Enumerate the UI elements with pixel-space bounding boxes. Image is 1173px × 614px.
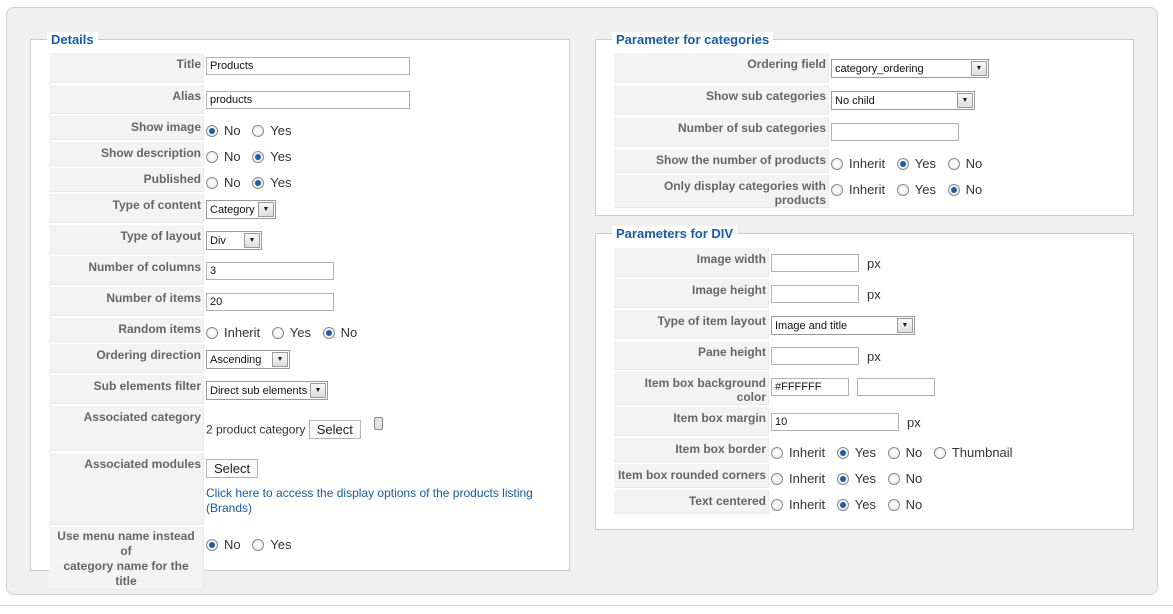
type-of-content-label: Type of content bbox=[49, 194, 204, 223]
show-image-yes-radio[interactable] bbox=[252, 125, 264, 137]
only-display-inherit-radio[interactable] bbox=[831, 184, 843, 196]
ordering-direction-select[interactable] bbox=[206, 350, 290, 369]
image-width-input[interactable] bbox=[771, 254, 859, 272]
categories-fieldset bbox=[595, 32, 1134, 216]
item-layout-value: Image and title bbox=[775, 319, 848, 332]
associated-category-select-button[interactable]: Select bbox=[309, 420, 361, 439]
div-params-table bbox=[614, 246, 1021, 516]
show-image-yes-label: Yes bbox=[270, 123, 292, 139]
border-thumbnail-label: Thumbnail bbox=[951, 445, 1013, 461]
ordering-field-label: Ordering field bbox=[614, 53, 829, 83]
random-items-inherit-label: Inherit bbox=[224, 325, 261, 341]
show-description-yes-label: Yes bbox=[270, 149, 292, 165]
show-number-of-products-label: Show the number of products bbox=[614, 149, 829, 173]
details-legend: Details bbox=[47, 32, 98, 48]
rounded-no-radio[interactable] bbox=[888, 473, 900, 485]
bg-color-picker-input[interactable] bbox=[857, 378, 935, 396]
item-layout-label: Type of item layout bbox=[614, 310, 769, 339]
dropdown-arrow-icon: ▼ bbox=[258, 202, 274, 217]
alias-label: Alias bbox=[49, 85, 204, 114]
menu-name-label-line2: category name for the title bbox=[63, 559, 189, 588]
centered-yes-label: Yes bbox=[854, 497, 876, 513]
div-params-fieldset bbox=[595, 226, 1134, 530]
title-input[interactable]: Products bbox=[206, 57, 410, 75]
menu-name-yes-label: Yes bbox=[270, 537, 292, 553]
show-image-label: Show image bbox=[49, 116, 204, 140]
border-no-radio[interactable] bbox=[888, 447, 900, 459]
image-width-unit: px bbox=[867, 255, 881, 271]
border-no-label: No bbox=[905, 445, 923, 461]
dropdown-arrow-icon: ▼ bbox=[957, 93, 973, 108]
type-of-layout-select[interactable] bbox=[206, 231, 262, 250]
rounded-corners-label: Item box rounded corners bbox=[614, 464, 769, 488]
show-description-yes-radio[interactable] bbox=[252, 151, 264, 163]
show-description-no-radio[interactable] bbox=[206, 151, 218, 163]
centered-inherit-label: Inherit bbox=[789, 497, 826, 513]
pane-height-unit: px bbox=[867, 348, 881, 364]
show-number-inherit-label: Inherit bbox=[849, 156, 886, 172]
ordering-direction-label: Ordering direction bbox=[49, 344, 204, 373]
published-no-label: No bbox=[224, 175, 241, 191]
rounded-no-label: No bbox=[905, 471, 923, 487]
number-of-sub-categories-label: Number of sub categories bbox=[614, 117, 829, 147]
show-sub-categories-value: No child bbox=[835, 94, 875, 107]
ordering-direction-value: Ascending bbox=[210, 353, 262, 366]
random-items-no-label: No bbox=[340, 325, 358, 341]
type-of-content-select[interactable] bbox=[206, 200, 276, 219]
rounded-inherit-radio[interactable] bbox=[771, 473, 783, 485]
only-display-categories-label: Only display categories with products bbox=[614, 175, 829, 208]
bg-color-input[interactable]: #FFFFFF bbox=[771, 378, 849, 396]
sub-elements-filter-select[interactable] bbox=[206, 381, 328, 400]
random-items-label: Random items bbox=[49, 318, 204, 342]
type-of-content-value: Category bbox=[210, 203, 255, 216]
div-params-legend: Parameters for DIV bbox=[612, 226, 737, 242]
listing-options-link[interactable]: Click here to access the display options of the products listing (Brands) bbox=[206, 486, 533, 515]
margin-input[interactable]: 10 bbox=[771, 413, 899, 431]
dropdown-arrow-icon: ▼ bbox=[244, 233, 260, 248]
rounded-yes-radio[interactable] bbox=[837, 473, 849, 485]
margin-unit: px bbox=[907, 414, 921, 430]
item-layout-select[interactable] bbox=[771, 316, 915, 335]
show-sub-categories-select[interactable] bbox=[831, 91, 975, 110]
categories-table bbox=[614, 51, 990, 210]
show-image-no-label: No bbox=[224, 123, 241, 139]
ordering-field-select[interactable] bbox=[831, 59, 989, 78]
centered-no-radio[interactable] bbox=[888, 499, 900, 511]
published-no-radio[interactable] bbox=[206, 177, 218, 189]
border-label: Item box border bbox=[614, 438, 769, 462]
number-of-columns-label: Number of columns bbox=[49, 256, 204, 285]
published-yes-radio[interactable] bbox=[252, 177, 264, 189]
border-yes-label: Yes bbox=[854, 445, 876, 461]
associated-modules-label: Associated modules bbox=[49, 453, 204, 525]
centered-yes-radio[interactable] bbox=[837, 499, 849, 511]
sub-elements-filter-label: Sub elements filter bbox=[49, 375, 204, 404]
menu-name-no-radio[interactable] bbox=[206, 539, 218, 551]
number-of-sub-categories-input[interactable] bbox=[831, 123, 959, 141]
associated-modules-select-button[interactable]: Select bbox=[206, 459, 258, 478]
image-height-unit: px bbox=[867, 286, 881, 302]
centered-no-label: No bbox=[905, 497, 923, 513]
only-display-no-radio[interactable] bbox=[948, 184, 960, 196]
page-divider bbox=[0, 605, 1173, 606]
number-of-items-label: Number of items bbox=[49, 287, 204, 316]
image-height-input[interactable] bbox=[771, 285, 859, 303]
show-number-inherit-radio[interactable] bbox=[831, 158, 843, 170]
menu-name-yes-radio[interactable] bbox=[252, 539, 264, 551]
show-number-no-label: No bbox=[965, 156, 983, 172]
dropdown-arrow-icon: ▼ bbox=[272, 352, 288, 367]
show-number-yes-label: Yes bbox=[914, 156, 936, 172]
text-centered-label: Text centered bbox=[614, 490, 769, 514]
bg-color-label: Item box background color bbox=[614, 372, 769, 405]
only-display-yes-label: Yes bbox=[914, 182, 936, 198]
random-items-no-radio[interactable] bbox=[323, 327, 335, 339]
only-display-yes-radio[interactable] bbox=[897, 184, 909, 196]
categories-legend: Parameter for categories bbox=[612, 32, 773, 48]
type-of-layout-value: Div bbox=[210, 234, 226, 247]
show-description-label: Show description bbox=[49, 142, 204, 166]
image-height-label: Image height bbox=[614, 279, 769, 308]
menu-name-no-label: No bbox=[224, 537, 241, 553]
dropdown-arrow-icon: ▼ bbox=[897, 318, 913, 333]
published-yes-label: Yes bbox=[270, 175, 292, 191]
menu-name-label bbox=[49, 527, 204, 590]
type-of-layout-label: Type of layout bbox=[49, 225, 204, 254]
associated-category-label: Associated category bbox=[49, 406, 204, 451]
pane-height-label: Pane height bbox=[614, 341, 769, 370]
border-inherit-radio[interactable] bbox=[771, 447, 783, 459]
only-display-inherit-label: Inherit bbox=[849, 182, 886, 198]
ordering-field-value: category_ordering bbox=[835, 62, 924, 75]
details-fieldset bbox=[30, 32, 570, 588]
number-of-columns-input[interactable]: 3 bbox=[206, 262, 334, 280]
show-number-no-radio[interactable] bbox=[948, 158, 960, 170]
random-items-yes-label: Yes bbox=[289, 325, 311, 341]
margin-label: Item box margin bbox=[614, 407, 769, 436]
show-description-no-label: No bbox=[224, 149, 241, 165]
border-thumbnail-radio[interactable] bbox=[934, 447, 946, 459]
alias-input[interactable]: products bbox=[206, 91, 410, 109]
rounded-inherit-label: Inherit bbox=[789, 471, 826, 487]
dropdown-arrow-icon: ▼ bbox=[971, 61, 987, 76]
title-label: Title bbox=[49, 53, 204, 83]
menu-name-label-line1: Use menu name instead of bbox=[57, 529, 195, 558]
sub-elements-filter-value: Direct sub elements bbox=[210, 384, 308, 397]
show-number-yes-radio[interactable] bbox=[897, 158, 909, 170]
show-sub-categories-label: Show sub categories bbox=[614, 85, 829, 115]
published-label: Published bbox=[49, 168, 204, 192]
pane-height-input[interactable] bbox=[771, 347, 859, 365]
rounded-yes-label: Yes bbox=[854, 471, 876, 487]
border-inherit-label: Inherit bbox=[789, 445, 826, 461]
trash-icon[interactable] bbox=[374, 417, 383, 430]
random-items-yes-radio[interactable] bbox=[272, 327, 284, 339]
only-display-no-label: No bbox=[965, 182, 983, 198]
image-width-label: Image width bbox=[614, 248, 769, 277]
associated-category-value: 2 product category bbox=[206, 422, 306, 437]
show-image-no-radio[interactable] bbox=[206, 125, 218, 137]
border-yes-radio[interactable] bbox=[837, 447, 849, 459]
dropdown-arrow-icon: ▼ bbox=[310, 383, 326, 398]
number-of-items-input[interactable]: 20 bbox=[206, 293, 334, 311]
details-table bbox=[49, 51, 546, 592]
random-items-inherit-radio[interactable] bbox=[206, 327, 218, 339]
centered-inherit-radio[interactable] bbox=[771, 499, 783, 511]
